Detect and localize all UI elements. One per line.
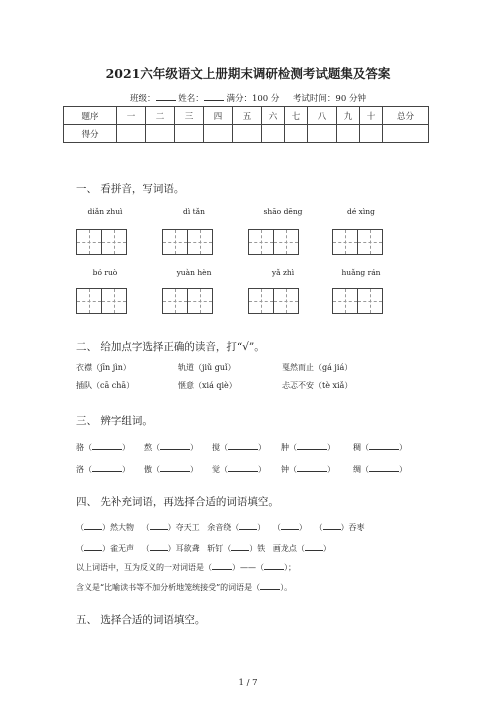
text-fragment: 画龙点（ <box>272 544 305 553</box>
close-paren: ） <box>190 443 198 452</box>
close-paren: ） <box>122 465 130 474</box>
text-fragment: ） <box>257 523 266 532</box>
section5-heading: 五、 选择合适的词语填空。 <box>76 614 206 626</box>
header-cell: 三 <box>175 107 204 125</box>
answer-blank[interactable] <box>150 520 168 530</box>
header-cell: 题序 <box>64 107 117 125</box>
header-cell: 总分 <box>383 107 429 125</box>
char-label: 骆（ <box>76 443 92 452</box>
pinyin-label: yuàn hèn <box>176 268 212 277</box>
writing-boxes[interactable] <box>162 288 213 314</box>
header-cell: 五 <box>233 107 262 125</box>
answer-blank[interactable] <box>369 462 399 472</box>
meaning-question <box>76 580 292 593</box>
reading-option: 衣襟（jīn jìn） <box>76 363 131 372</box>
answer-blank[interactable] <box>305 541 323 551</box>
word-blank-item <box>76 440 130 453</box>
answer-blank[interactable] <box>160 462 190 472</box>
section4-heading: 四、 先补充词语，再选择合适的词语填空。 <box>76 496 279 508</box>
word-blank-item <box>281 462 335 475</box>
close-paren: ） <box>399 443 407 452</box>
writing-boxes[interactable] <box>76 229 127 255</box>
word-blank-item <box>76 462 130 475</box>
score-table <box>63 106 429 143</box>
score-table-row <box>64 125 429 143</box>
writing-cell[interactable] <box>248 229 274 255</box>
text-fragment: ）吞枣 <box>340 523 365 532</box>
answer-blank[interactable] <box>228 440 258 450</box>
writing-cell[interactable] <box>187 229 213 255</box>
writing-cell[interactable] <box>101 288 127 314</box>
close-paren: ） <box>327 465 335 474</box>
text-fragment: （ <box>76 544 84 553</box>
word-blank-item <box>212 440 266 453</box>
answer-blank[interactable] <box>84 520 102 530</box>
text-fragment: （ <box>272 523 281 532</box>
pinyin-label: yǎ zhì <box>271 268 295 277</box>
header-cell: 六 <box>262 107 285 125</box>
text-fragment: ）夺天工 <box>167 523 200 532</box>
text-fragment: （ <box>141 544 150 553</box>
text-fragment: ）雀无声 <box>102 544 134 553</box>
score-cell[interactable] <box>117 125 146 143</box>
page-title: 2021六年级语文上册期末调研检测考试题集及答案 <box>105 66 391 81</box>
pinyin-label: huǎng rán <box>341 268 381 277</box>
text-fragment: （ <box>314 523 323 532</box>
answer-blank[interactable] <box>264 560 284 570</box>
answer-blank[interactable] <box>84 541 102 551</box>
writing-boxes[interactable] <box>332 229 383 255</box>
score-cell[interactable] <box>383 125 429 143</box>
name-blank[interactable] <box>204 91 224 101</box>
answer-blank[interactable] <box>150 541 168 551</box>
char-label: 搅（ <box>212 443 228 452</box>
score-table-header <box>64 107 429 125</box>
pinyin-label: diǎn zhuì <box>87 207 123 216</box>
text-fragment: 含义是“比喻读书等不加分析地笼统接受”的词语是（ <box>76 583 261 592</box>
class-blank[interactable] <box>156 91 176 101</box>
writing-boxes[interactable] <box>248 288 299 314</box>
score-cell[interactable] <box>175 125 204 143</box>
writing-cell[interactable] <box>76 229 102 255</box>
header-cell: 二 <box>146 107 175 125</box>
header-cell: 十 <box>360 107 383 125</box>
score-cell[interactable] <box>360 125 383 143</box>
name-label: 姓名： <box>178 94 204 104</box>
pinyin-label: dé xìng <box>347 207 375 216</box>
class-label: 班级： <box>130 94 156 104</box>
pinyin-label: dì tǎn <box>183 207 205 216</box>
answer-blank[interactable] <box>212 560 232 570</box>
text-fragment: ） <box>322 544 331 553</box>
writing-cell[interactable] <box>76 288 102 314</box>
writing-cell[interactable] <box>162 288 188 314</box>
text-fragment: ）。 <box>280 583 293 592</box>
text-fragment: ）然大物 <box>102 523 134 532</box>
time-label: 考试时间：90 分钟 <box>292 94 366 104</box>
text-fragment: ）——（ <box>232 563 264 572</box>
exam-meta <box>0 91 496 104</box>
reading-option: 惬意（xiá qiè） <box>178 381 237 390</box>
writing-cell[interactable] <box>357 229 383 255</box>
writing-cell[interactable] <box>357 288 383 314</box>
antonym-question <box>76 560 296 573</box>
text-fragment: ）； <box>284 563 296 572</box>
word-blank-item <box>353 440 407 453</box>
idiom-line-2 <box>76 541 331 554</box>
score-cell[interactable] <box>308 125 337 143</box>
word-blank-item <box>144 462 198 475</box>
char-label: 傲（ <box>144 465 160 474</box>
header-cell: 八 <box>308 107 337 125</box>
char-label: 觉（ <box>212 465 228 474</box>
score-cell[interactable] <box>285 125 308 143</box>
text-fragment: （ <box>141 523 150 532</box>
answer-blank[interactable] <box>281 520 299 530</box>
reading-option: 忐忑不安（tè xiǎ） <box>282 381 353 390</box>
word-blank-item <box>281 440 335 453</box>
writing-cell[interactable] <box>162 229 188 255</box>
text-fragment: ）铁 <box>249 544 266 553</box>
answer-blank[interactable] <box>239 520 257 530</box>
close-paren: ） <box>258 443 266 452</box>
word-blank-item <box>353 462 407 475</box>
char-label: 洛（ <box>76 465 92 474</box>
writing-boxes[interactable] <box>332 288 383 314</box>
score-cell[interactable] <box>262 125 285 143</box>
score-cell[interactable] <box>146 125 175 143</box>
section2-heading: 二、 给加点字选择正确的读音，打“√”。 <box>76 341 265 353</box>
reading-option: 插队（cā chā） <box>76 381 135 390</box>
close-paren: ） <box>258 465 266 474</box>
char-label: 熬（ <box>144 443 160 452</box>
header-cell: 七 <box>285 107 308 125</box>
word-blank-item <box>144 440 198 453</box>
char-label: 钟（ <box>281 465 297 474</box>
text-fragment: 斩钉（ <box>207 544 232 553</box>
pinyin-label: shāo dēng <box>263 207 303 216</box>
close-paren: ） <box>327 443 335 452</box>
reading-option: 轨道（jiǔ guǐ） <box>178 363 236 372</box>
header-cell: 四 <box>204 107 233 125</box>
text-fragment: ）耳欲聋 <box>167 544 200 553</box>
idiom-line-1 <box>76 520 365 533</box>
header-cell: 九 <box>337 107 360 125</box>
reading-option: 戛然而止（gá jiá） <box>282 363 353 372</box>
writing-cell[interactable] <box>187 288 213 314</box>
writing-cell[interactable] <box>273 229 299 255</box>
header-cell: 一 <box>117 107 146 125</box>
answer-blank[interactable] <box>297 462 327 472</box>
answer-blank[interactable] <box>160 440 190 450</box>
row-label: 得分 <box>64 125 117 143</box>
text-fragment: 以上词语中，互为反义的一对词语是（ <box>76 563 212 572</box>
page-number: 1 / 7 <box>238 678 258 688</box>
writing-cell[interactable] <box>332 288 358 314</box>
score-cell[interactable] <box>337 125 360 143</box>
close-paren: ） <box>399 465 407 474</box>
close-paren: ） <box>122 443 130 452</box>
char-label: 绸（ <box>353 465 369 474</box>
pinyin-label: bó ruò <box>92 268 118 277</box>
answer-blank[interactable] <box>231 541 249 551</box>
writing-cell[interactable] <box>101 229 127 255</box>
writing-cell[interactable] <box>332 229 358 255</box>
word-blank-item <box>212 462 266 475</box>
score-cell[interactable] <box>204 125 233 143</box>
score-cell[interactable] <box>233 125 262 143</box>
answer-blank[interactable] <box>323 520 341 530</box>
answer-blank[interactable] <box>92 462 122 472</box>
answer-blank[interactable] <box>297 440 327 450</box>
writing-boxes[interactable] <box>162 229 213 255</box>
char-label: 肿（ <box>281 443 297 452</box>
text-fragment: （ <box>76 523 84 532</box>
section3-heading: 三、 辨字组词。 <box>76 415 153 427</box>
writing-boxes[interactable] <box>76 288 127 314</box>
answer-blank[interactable] <box>260 580 280 590</box>
text-fragment: 余音绕（ <box>207 523 240 532</box>
writing-cell[interactable] <box>273 288 299 314</box>
char-label: 稠（ <box>353 443 369 452</box>
writing-boxes[interactable] <box>248 229 299 255</box>
text-fragment: ） <box>298 523 307 532</box>
score-label: 满分：100 分 <box>226 94 280 104</box>
answer-blank[interactable] <box>369 440 399 450</box>
close-paren: ） <box>190 465 198 474</box>
section1-heading: 一、 看拼音，写词语。 <box>76 183 185 195</box>
answer-blank[interactable] <box>92 440 122 450</box>
writing-cell[interactable] <box>248 288 274 314</box>
answer-blank[interactable] <box>228 462 258 472</box>
